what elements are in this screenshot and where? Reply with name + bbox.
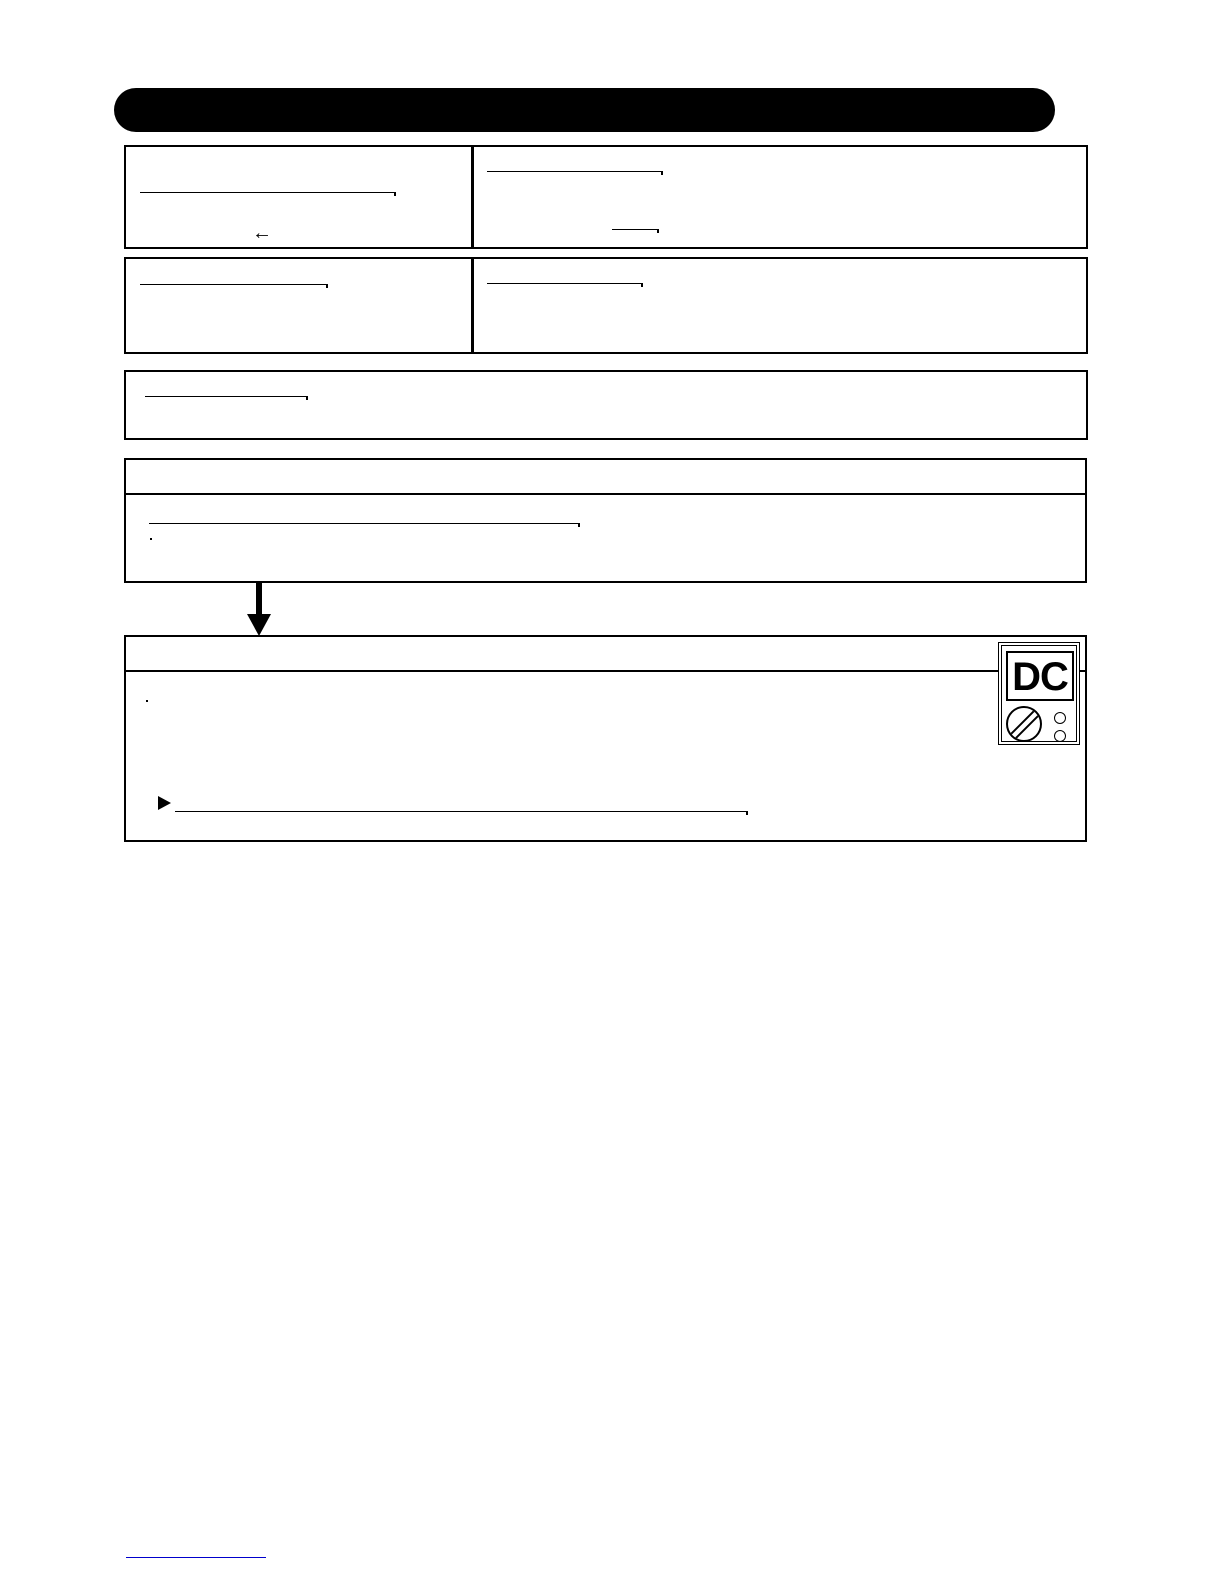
step-box-2 [124, 635, 1087, 842]
left-arrow-icon: ← [252, 222, 272, 244]
down-arrow-shaft [256, 582, 262, 616]
meter-jack-icon [1054, 712, 1066, 724]
meter-frame [1001, 645, 1077, 742]
down-arrow-icon [247, 614, 271, 636]
page-title [114, 99, 154, 121]
underlined-heading [145, 396, 307, 397]
underlined-heading-left [140, 284, 327, 285]
underlined-instruction [149, 523, 579, 524]
bullet-dot [146, 700, 148, 702]
step-header-separator [126, 493, 1085, 495]
footer-link[interactable] [126, 1557, 266, 1558]
info-box-row-3 [124, 370, 1088, 440]
step-box-1 [124, 458, 1087, 583]
play-marker-icon [158, 796, 171, 810]
column-divider [471, 147, 474, 247]
info-box-row-2 [124, 257, 1088, 354]
underlined-heading-right [487, 283, 642, 284]
meter-jack-icon [1054, 730, 1066, 742]
column-divider [471, 259, 474, 352]
underlined-heading-right [487, 171, 662, 172]
multimeter-icon [998, 642, 1080, 745]
bullet-dot [150, 538, 152, 540]
meter-display: DC [1006, 651, 1074, 701]
step-header-separator [126, 670, 1085, 672]
info-box-row-1 [124, 145, 1088, 249]
underlined-heading-left [140, 192, 395, 193]
underlined-result [175, 811, 747, 812]
underlined-term [612, 229, 658, 230]
title-bar [114, 88, 1055, 132]
meter-dial-icon [1006, 706, 1042, 742]
